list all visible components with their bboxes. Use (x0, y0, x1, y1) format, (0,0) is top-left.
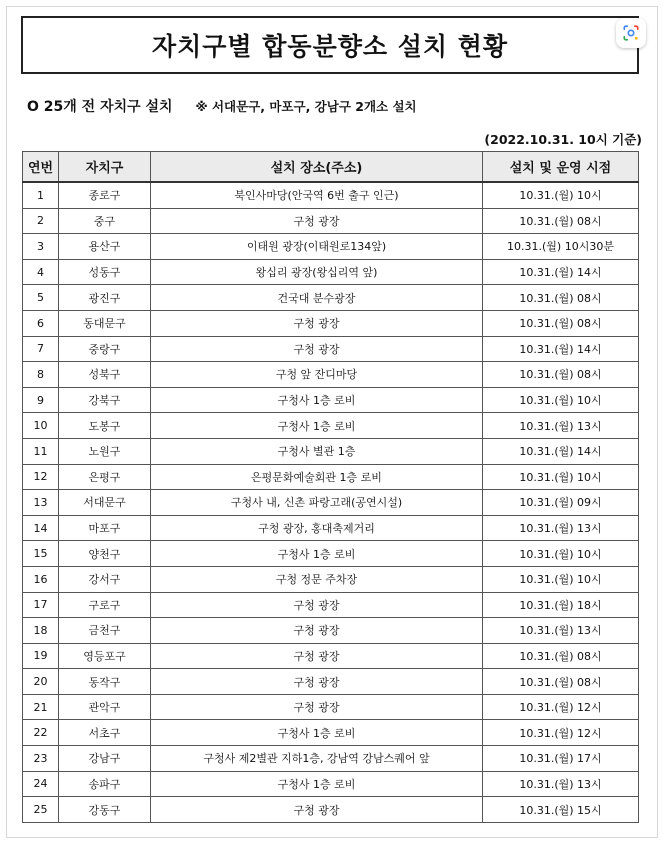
operation-time-cell: 10.31.(월) 14시 (483, 259, 639, 285)
district-cell: 성동구 (59, 259, 151, 285)
google-lens-icon (622, 24, 640, 42)
location-cell: 건국대 분수광장 (151, 285, 483, 311)
row-number-cell: 23 (23, 746, 59, 772)
district-cell: 중구 (59, 208, 151, 234)
location-cell: 구청 광장, 홍대축제거리 (151, 515, 483, 541)
table-row (23, 541, 639, 567)
row-number-cell: 8 (23, 362, 59, 388)
row-number-cell: 16 (23, 566, 59, 592)
operation-time-cell: 10.31.(월) 17시 (483, 746, 639, 772)
table-row (23, 438, 639, 464)
location-cell: 은평문화예술회관 1층 로비 (151, 464, 483, 490)
reference-time: (2022.10.31. 10시 기준) (484, 132, 642, 147)
lens-search-button[interactable] (616, 18, 646, 48)
table-row (23, 592, 639, 618)
district-cell: 동대문구 (59, 310, 151, 336)
row-number-cell: 10 (23, 413, 59, 439)
table-row (23, 387, 639, 413)
operation-time-cell: 10.31.(월) 13시 (483, 771, 639, 797)
row-number-cell: 17 (23, 592, 59, 618)
operation-time-cell: 10.31.(월) 10시30분 (483, 234, 639, 260)
header-operation-time: 설치 및 운영 시점 (483, 152, 639, 183)
operation-time-cell: 10.31.(월) 10시 (483, 566, 639, 592)
operation-time-cell: 10.31.(월) 08시 (483, 310, 639, 336)
row-number-cell: 9 (23, 387, 59, 413)
row-number-cell: 5 (23, 285, 59, 311)
location-cell: 구청사 1층 로비 (151, 413, 483, 439)
district-cell: 종로구 (59, 182, 151, 208)
district-cell: 중랑구 (59, 336, 151, 362)
table-row (23, 618, 639, 644)
row-number-cell: 12 (23, 464, 59, 490)
operation-time-cell: 10.31.(월) 18시 (483, 592, 639, 618)
location-cell: 이태원 광장(이태원로134앞) (151, 234, 483, 260)
header-district: 자치구 (59, 152, 151, 183)
row-number-cell: 1 (23, 182, 59, 208)
location-cell: 구청사 1층 로비 (151, 720, 483, 746)
location-cell: 구청 광장 (151, 592, 483, 618)
location-cell: 구청 정문 주차장 (151, 566, 483, 592)
row-number-cell: 21 (23, 694, 59, 720)
table-row (23, 746, 639, 772)
district-cell: 강북구 (59, 387, 151, 413)
operation-time-cell: 10.31.(월) 10시 (483, 182, 639, 208)
operation-time-cell: 10.31.(월) 15시 (483, 797, 639, 823)
table-row (23, 310, 639, 336)
district-cell: 강남구 (59, 746, 151, 772)
location-cell: 구청 광장 (151, 336, 483, 362)
table-row (23, 234, 639, 260)
operation-time-cell: 10.31.(월) 08시 (483, 669, 639, 695)
row-number-cell: 19 (23, 643, 59, 669)
operation-time-cell: 10.31.(월) 10시 (483, 541, 639, 567)
table-row (23, 259, 639, 285)
operation-time-cell: 10.31.(월) 08시 (483, 362, 639, 388)
location-cell: 왕십리 광장(왕십리역 앞) (151, 259, 483, 285)
table-row (23, 464, 639, 490)
operation-time-cell: 10.31.(월) 08시 (483, 285, 639, 311)
district-cell: 노원구 (59, 438, 151, 464)
operation-time-cell: 10.31.(월) 10시 (483, 464, 639, 490)
district-cell: 강동구 (59, 797, 151, 823)
operation-time-cell: 10.31.(월) 13시 (483, 618, 639, 644)
district-cell: 서초구 (59, 720, 151, 746)
operation-time-cell: 10.31.(월) 14시 (483, 336, 639, 362)
district-cell: 은평구 (59, 464, 151, 490)
row-number-cell: 3 (23, 234, 59, 260)
district-cell: 강서구 (59, 566, 151, 592)
location-cell: 구청사 1층 로비 (151, 771, 483, 797)
page-title (21, 16, 639, 74)
table-row (23, 490, 639, 516)
table-row (23, 720, 639, 746)
location-cell: 구청사 1층 로비 (151, 387, 483, 413)
row-number-cell: 14 (23, 515, 59, 541)
operation-time-cell: 10.31.(월) 12시 (483, 720, 639, 746)
location-cell: 구청 광장 (151, 310, 483, 336)
subtitle-main: O 25개 전 자치구 설치 (27, 99, 173, 115)
row-number-cell: 11 (23, 438, 59, 464)
table-row (23, 515, 639, 541)
location-cell: 구청사 별관 1층 (151, 438, 483, 464)
district-cell: 동작구 (59, 669, 151, 695)
location-cell: 구청사 제2별관 지하1층, 강남역 강남스퀘어 앞 (151, 746, 483, 772)
district-cell: 도봉구 (59, 413, 151, 439)
header-location: 설치 장소(주소) (151, 152, 483, 183)
table-row (23, 336, 639, 362)
table-row (23, 285, 639, 311)
installation-table (22, 151, 639, 823)
location-cell: 구청 광장 (151, 643, 483, 669)
location-cell: 구청 광장 (151, 797, 483, 823)
location-cell: 구청 광장 (151, 208, 483, 234)
header-number: 연번 (23, 152, 59, 183)
row-number-cell: 24 (23, 771, 59, 797)
district-cell: 서대문구 (59, 490, 151, 516)
district-cell: 용산구 (59, 234, 151, 260)
district-cell: 구로구 (59, 592, 151, 618)
row-number-cell: 15 (23, 541, 59, 567)
row-number-cell: 6 (23, 310, 59, 336)
operation-time-cell: 10.31.(월) 13시 (483, 413, 639, 439)
row-number-cell: 18 (23, 618, 59, 644)
location-cell: 구청사 내, 신촌 파랑고래(공연시설) (151, 490, 483, 516)
operation-time-cell: 10.31.(월) 13시 (483, 515, 639, 541)
table-row (23, 643, 639, 669)
table-row (23, 669, 639, 695)
location-cell: 구청사 1층 로비 (151, 541, 483, 567)
row-number-cell: 7 (23, 336, 59, 362)
district-cell: 송파구 (59, 771, 151, 797)
table-row (23, 797, 639, 823)
table-body (23, 182, 639, 822)
district-cell: 광진구 (59, 285, 151, 311)
location-cell: 북인사마당(안국역 6번 출구 인근) (151, 182, 483, 208)
operation-time-cell: 10.31.(월) 12시 (483, 694, 639, 720)
district-cell: 영등포구 (59, 643, 151, 669)
operation-time-cell: 10.31.(월) 08시 (483, 643, 639, 669)
row-number-cell: 2 (23, 208, 59, 234)
district-cell: 금천구 (59, 618, 151, 644)
row-number-cell: 22 (23, 720, 59, 746)
operation-time-cell: 10.31.(월) 08시 (483, 208, 639, 234)
district-cell: 관악구 (59, 694, 151, 720)
location-cell: 구청 광장 (151, 669, 483, 695)
row-number-cell: 25 (23, 797, 59, 823)
section-subtitle (27, 96, 417, 116)
page-title-text: 자치구별 합동분향소 설치 현황 (151, 32, 509, 61)
table-row (23, 566, 639, 592)
operation-time-cell: 10.31.(월) 09시 (483, 490, 639, 516)
district-cell: 마포구 (59, 515, 151, 541)
location-cell: 구청 앞 잔디마당 (151, 362, 483, 388)
table-header-row (23, 152, 639, 183)
district-cell: 성북구 (59, 362, 151, 388)
table-row (23, 182, 639, 208)
location-cell: 구청 광장 (151, 618, 483, 644)
table-row (23, 694, 639, 720)
row-number-cell: 4 (23, 259, 59, 285)
location-cell: 구청 광장 (151, 694, 483, 720)
row-number-cell: 20 (23, 669, 59, 695)
table-row (23, 208, 639, 234)
row-number-cell: 13 (23, 490, 59, 516)
table-row (23, 362, 639, 388)
operation-time-cell: 10.31.(월) 14시 (483, 438, 639, 464)
table-row (23, 413, 639, 439)
operation-time-cell: 10.31.(월) 10시 (483, 387, 639, 413)
district-cell: 양천구 (59, 541, 151, 567)
table-row (23, 771, 639, 797)
subtitle-note: ※ 서대문구, 마포구, 강남구 2개소 설치 (195, 99, 417, 114)
